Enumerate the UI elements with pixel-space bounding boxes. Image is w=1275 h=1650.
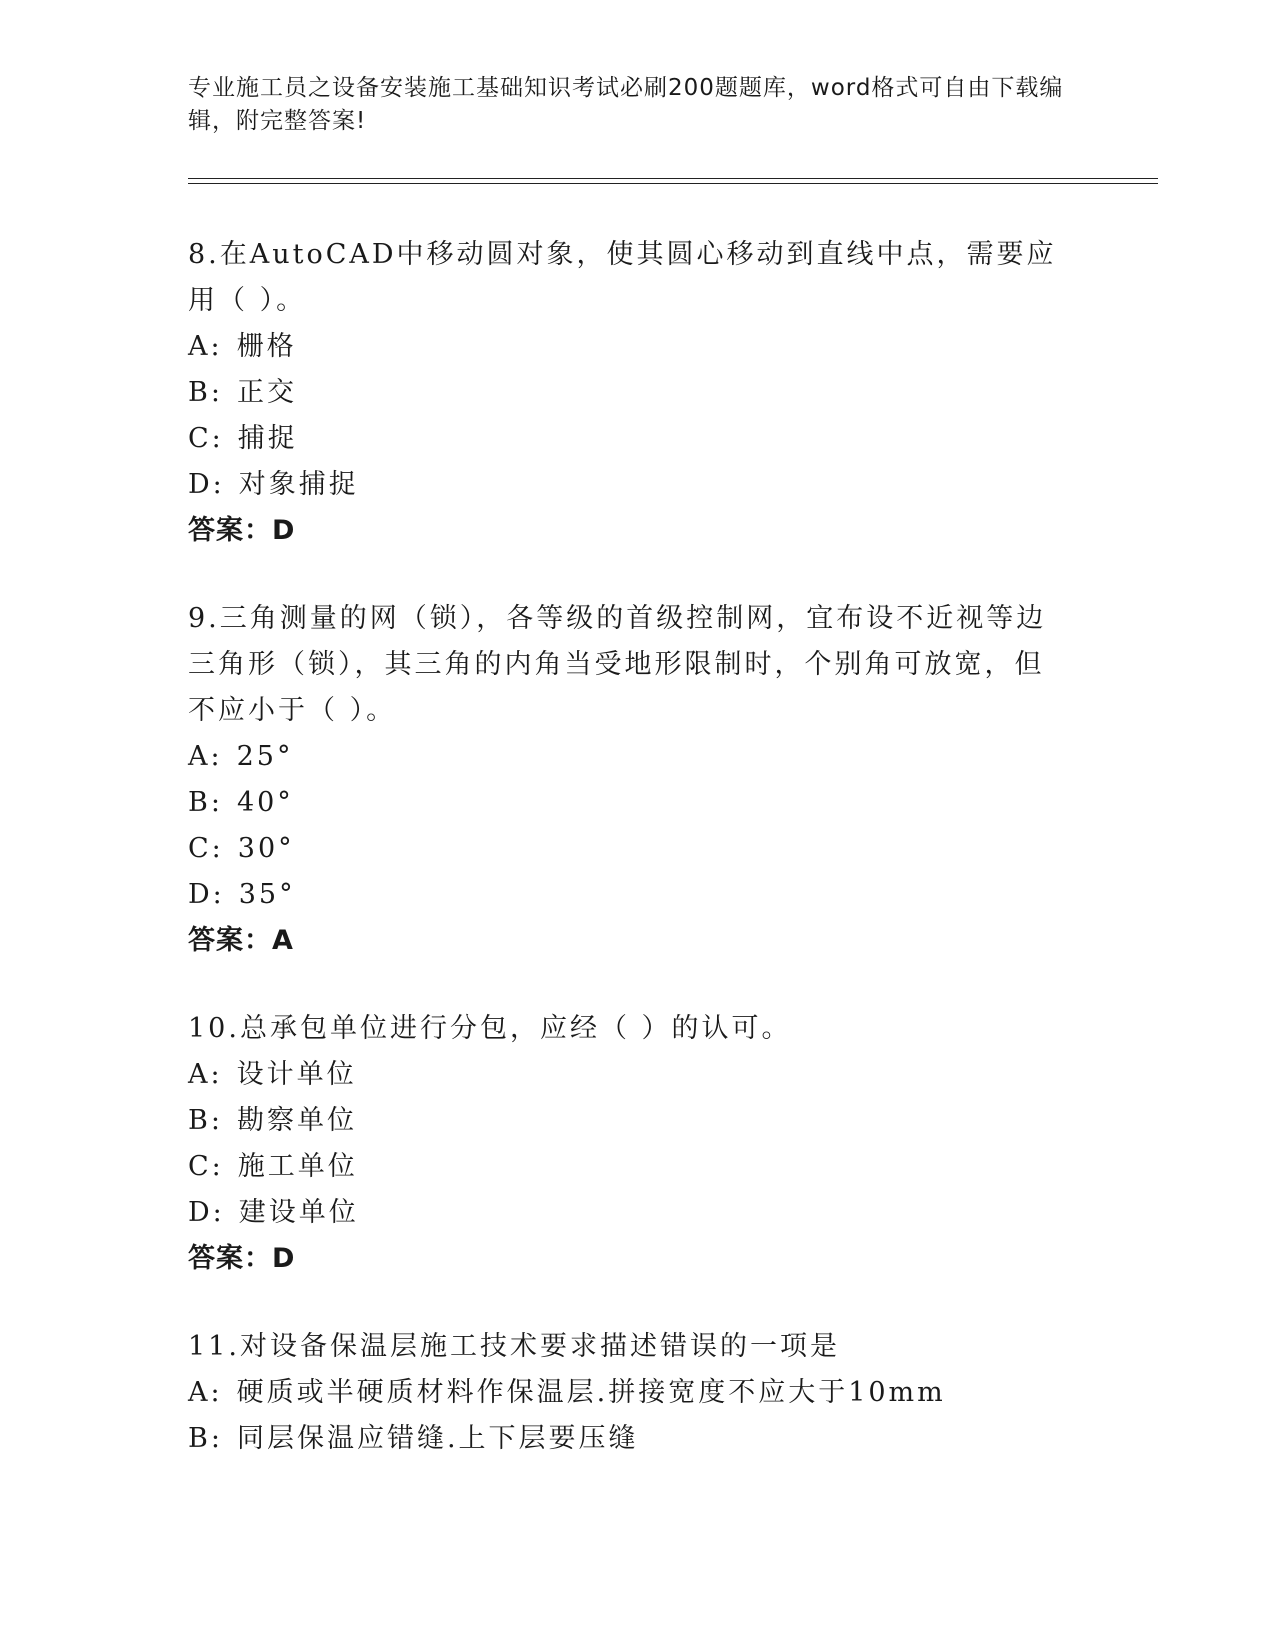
option-key: B: xyxy=(188,377,223,408)
option-key: D: xyxy=(188,469,225,500)
header-divider-top xyxy=(188,178,1158,179)
option-key: C: xyxy=(188,1151,224,1182)
option-text: 40° xyxy=(236,787,294,818)
option-text: 正交 xyxy=(236,377,297,408)
option-key: B: xyxy=(188,1423,223,1454)
answer-line: 答案：D xyxy=(188,515,296,546)
option-b xyxy=(188,370,1068,416)
option-key: C: xyxy=(188,833,224,864)
option-text: 设计单位 xyxy=(236,1059,357,1090)
option-key: B: xyxy=(188,1105,223,1136)
option-key: D: xyxy=(188,879,225,910)
header-divider-bottom xyxy=(188,183,1158,184)
question-stem: 9.三角测量的网（锁），各等级的首级控制网，宜布设不近视等边三角形（锁），其三角的内角当受地形限制时，个别角可放宽，但不应小于（ ）。 xyxy=(188,603,1047,726)
option-b xyxy=(188,1098,1068,1144)
question-9 xyxy=(188,596,1068,964)
option-a xyxy=(188,1052,1068,1098)
question-11 xyxy=(188,1324,1068,1462)
question-list xyxy=(188,232,1068,1504)
question-stem: 10.总承包单位进行分包，应经（ ）的认可。 xyxy=(188,1013,792,1044)
option-text: 35° xyxy=(238,879,296,910)
option-text: 硬质或半硬质材料作保温层.拼接宽度不应大于10mm xyxy=(236,1377,946,1408)
question-8 xyxy=(188,232,1068,554)
page-header xyxy=(188,72,1088,138)
question-stem: 11.对设备保温层施工技术要求描述错误的一项是 xyxy=(188,1331,840,1362)
option-d xyxy=(188,872,1068,918)
option-key: D: xyxy=(188,1197,225,1228)
option-key: C: xyxy=(188,423,224,454)
option-a xyxy=(188,734,1068,780)
answer-line: 答案：A xyxy=(188,925,294,956)
option-text: 同层保温应错缝.上下层要压缝 xyxy=(236,1423,639,1454)
option-text: 30° xyxy=(237,833,295,864)
option-key: A: xyxy=(188,1377,223,1408)
option-text: 捕捉 xyxy=(237,423,298,454)
document-title: 专业施工员之设备安装施工基础知识考试必刷200题题库，word格式可自由下载编辑，附完整答案! xyxy=(188,75,1064,134)
option-c xyxy=(188,1144,1068,1190)
option-b xyxy=(188,1416,1068,1462)
option-a xyxy=(188,1370,1068,1416)
option-key: A: xyxy=(188,1059,223,1090)
option-text: 建设单位 xyxy=(238,1197,359,1228)
option-text: 对象捕捉 xyxy=(238,469,359,500)
option-text: 施工单位 xyxy=(237,1151,358,1182)
option-d xyxy=(188,1190,1068,1236)
option-key: A: xyxy=(188,741,223,772)
question-stem: 8.在AutoCAD中移动圆对象，使其圆心移动到直线中点，需要应用（ ）。 xyxy=(188,239,1057,316)
option-a xyxy=(188,324,1068,370)
option-c xyxy=(188,826,1068,872)
option-key: A: xyxy=(188,331,223,362)
answer-line: 答案：D xyxy=(188,1243,296,1274)
option-text: 勘察单位 xyxy=(236,1105,357,1136)
option-d xyxy=(188,462,1068,508)
option-b xyxy=(188,780,1068,826)
option-text: 栅格 xyxy=(236,331,297,362)
option-text: 25° xyxy=(236,741,294,772)
question-10 xyxy=(188,1006,1068,1282)
option-c xyxy=(188,416,1068,462)
option-key: B: xyxy=(188,787,223,818)
